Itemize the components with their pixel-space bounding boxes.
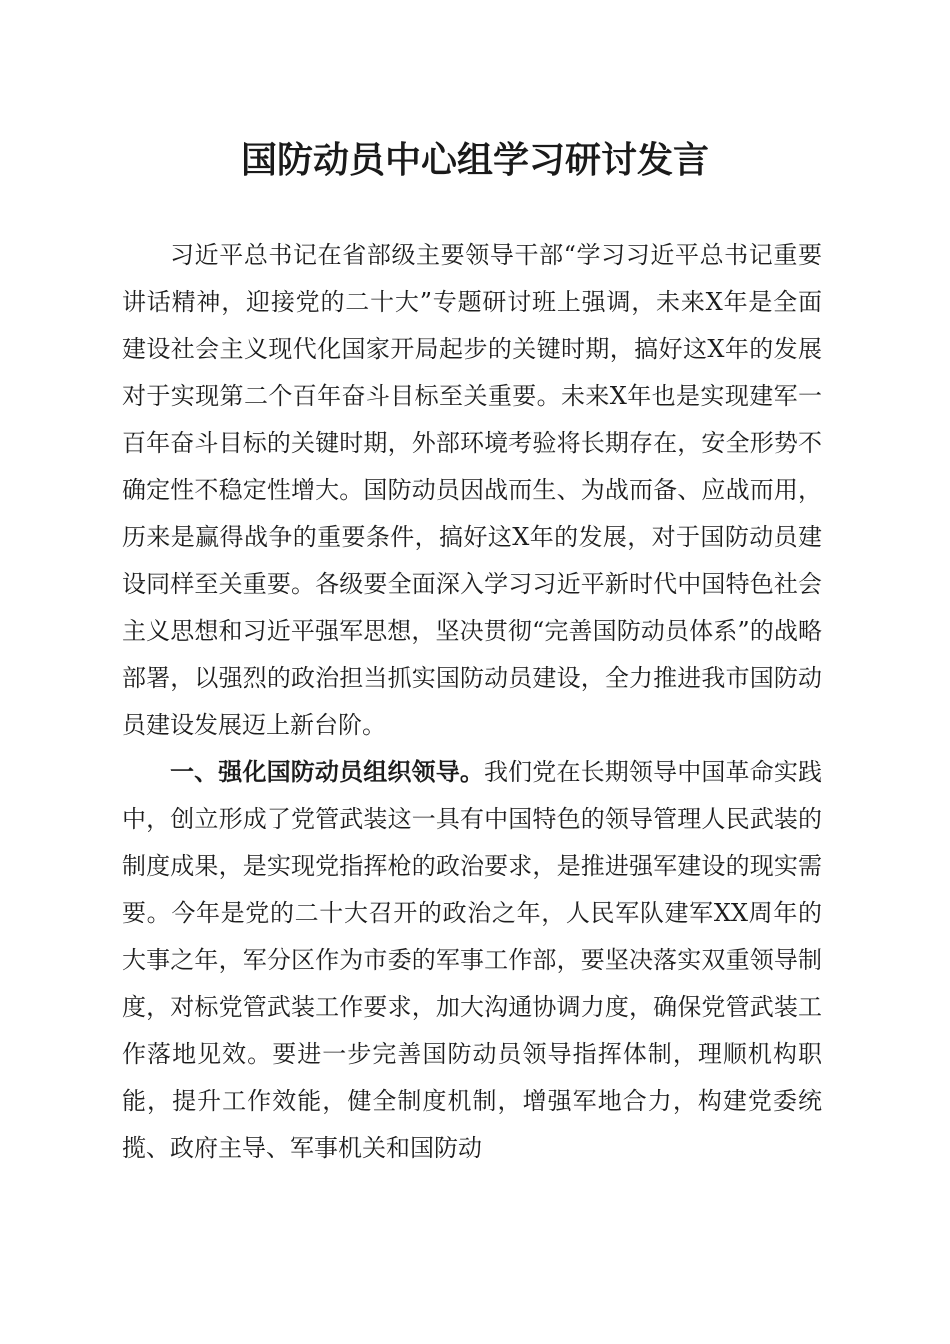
section-one-text: 我们党在长期领导中国革命实践中，创立形成了党管武装这一具有中国特色的领导管理人民武装的制度成果，是实现党指挥枪的政治要求，是推进强军建设的现实需要。今年是党的二十大召开的政治之年，人民军队建军XX周年的大事之年，军分区作为市委的军事工作部，要坚决落实双重领导制度，对标党管武装工作要求，加大沟通协调力度，确保党管武装工作落地见效。要进一步完善国防动员领导指挥体制，理顺机构职能，提升工作效能，健全制度机制，增强军地合力，构建党委统揽、政府主导、军事机关和国防动: [122, 758, 822, 1162]
document-body: [122, 232, 822, 1172]
section-one-heading: 一、强化国防动员组织领导。: [170, 758, 484, 786]
intro-paragraph: 习近平总书记在省部级主要领导干部“学习习近平总书记重要讲话精神，迎接党的二十大”专题研讨班上强调，未来X年是全面建设社会主义现代化国家开局起步的关键时期，搞好这X年的发展对于实现第二个百年奋斗目标至关重要。未来X年也是实现建军一百年奋斗目标的关键时期，外部环境考验将长期存在，安全形势不确定性不稳定性增大。国防动员因战而生、为战而备、应战而用，历来是赢得战争的重要条件，搞好这X年的发展，对于国防动员建设同样至关重要。各级要全面深入学习习近平新时代中国特色社会主义思想和习近平强军思想，坚决贯彻“完善国防动员体系”的战略部署，以强烈的政治担当抓实国防动员建设，全力推进我市国防动员建设发展迈上新台阶。: [122, 241, 822, 739]
section-one-paragraph: [122, 749, 822, 1172]
document-title: 国防动员中心组学习研讨发言: [240, 139, 709, 181]
